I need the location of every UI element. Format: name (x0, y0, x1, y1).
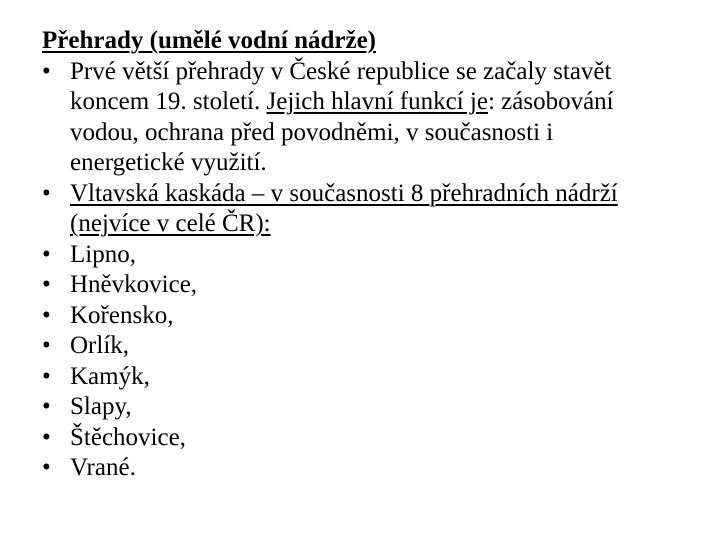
dam-name: Štěchovice, (70, 423, 186, 451)
bullet-icon: • (42, 271, 51, 298)
bullet-list (42, 57, 660, 484)
dam-name: Orlík, (70, 332, 130, 359)
intro-text: Prvé větší přehrady v České republice se začaly stavět koncem 19. století. (70, 57, 612, 115)
list-item-cascade (42, 179, 660, 240)
list-item-dam (42, 331, 660, 362)
dam-name: Kořensko, (70, 301, 174, 329)
list-item-dam (42, 362, 660, 393)
dam-name: Lipno, (70, 240, 136, 268)
bullet-icon: • (42, 240, 51, 268)
list-item-dam (42, 423, 660, 454)
dam-name: Kamýk, (70, 362, 150, 390)
bullet-icon: • (42, 393, 51, 420)
cascade-text: Vltavská kaskáda – v současnosti 8 přehradních nádrží (nejvíce v celé ČR): (70, 179, 618, 237)
list-item-dam (42, 270, 660, 301)
dam-name: Vrané. (70, 454, 136, 481)
bullet-icon: • (42, 332, 51, 359)
bullet-icon: • (42, 454, 51, 481)
bullet-icon: • (42, 179, 51, 207)
list-item-dam (42, 392, 660, 423)
bullet-icon: • (42, 362, 51, 390)
list-item-dam (42, 240, 660, 271)
list-item-intro (42, 57, 660, 179)
bullet-icon: • (42, 423, 51, 451)
dam-name: Hněvkovice, (70, 271, 198, 298)
intro-underlined: Jejich hlavní funkcí je (266, 88, 488, 115)
list-item-dam (42, 301, 660, 332)
bullet-icon: • (42, 301, 51, 329)
dam-name: Slapy, (70, 393, 132, 420)
list-item-dam (42, 453, 660, 484)
bullet-icon: • (42, 57, 51, 85)
slide-title: Přehrady (umělé vodní nádrže) (42, 27, 376, 54)
intro-text-after: : zásobování vodou, ochrana před povodněmi, v současnosti i energetické využití. (70, 88, 614, 176)
